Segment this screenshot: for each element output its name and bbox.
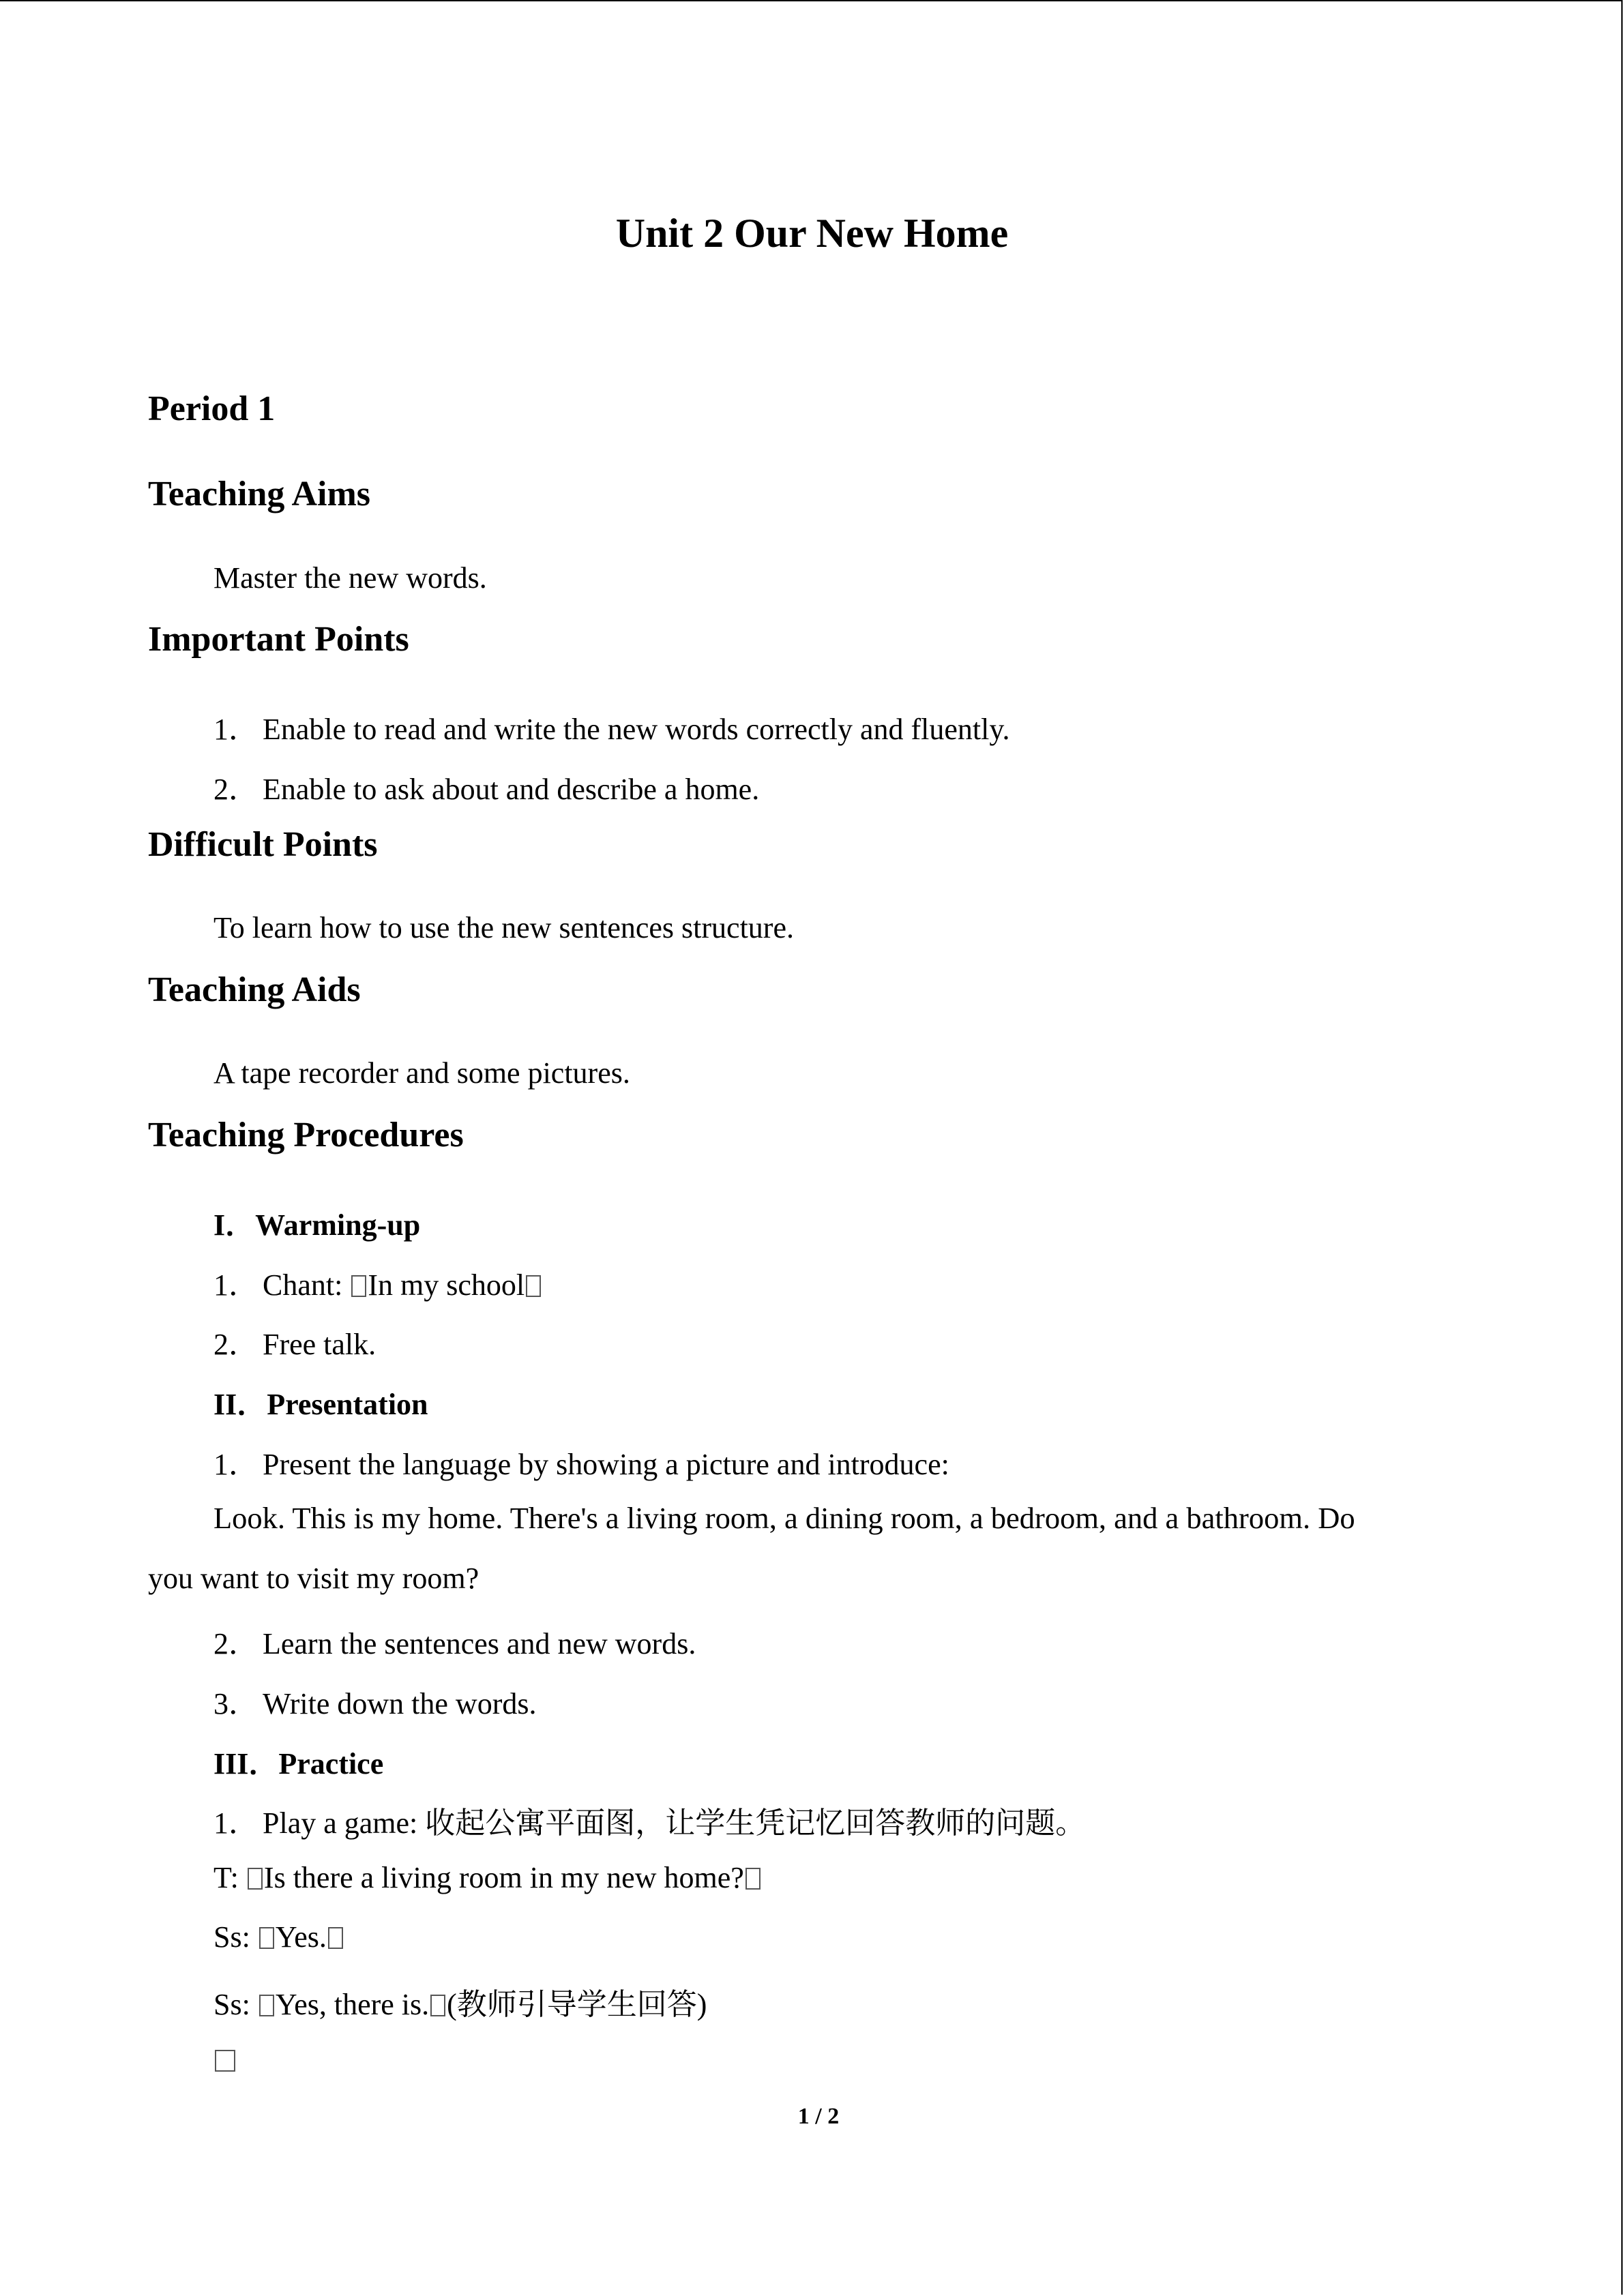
important-point-1 — [213, 704, 1010, 748]
missing-glyph-box — [351, 1275, 366, 1297]
presentation-item-1 — [213, 1440, 949, 1483]
important-point-2 — [213, 764, 759, 808]
list-number: 2． — [213, 773, 259, 806]
dialogue-text: Yes. — [275, 1920, 327, 1954]
speaker-label: Ss: — [213, 1988, 258, 2021]
list-number: 1． — [213, 1448, 259, 1481]
missing-glyph-box — [248, 1868, 263, 1890]
list-number: 3． — [213, 1687, 259, 1720]
list-text: Enable to ask about and describe a home. — [263, 773, 760, 806]
period-heading: Period 1 — [148, 389, 276, 428]
missing-glyph-box — [526, 1275, 541, 1297]
missing-glyph-box — [259, 1995, 274, 2016]
list-text: Enable to read and write the new words correctly and fluently. — [263, 713, 1010, 746]
list-text: Free talk. — [263, 1328, 377, 1361]
document-title: Unit 2 Our New Home — [615, 211, 1009, 256]
presentation-heading: II．Presentation — [213, 1388, 428, 1421]
missing-glyph-box — [215, 2050, 235, 2072]
dialogue-text: Is there a living room in my new home? — [263, 1861, 744, 1894]
difficult-points-text: To learn how to use the new sentences structure. — [213, 911, 794, 944]
teaching-aids-heading: Teaching Aids — [148, 970, 361, 1009]
chant-title: In my school — [368, 1268, 525, 1302]
practice-item-1 — [213, 1798, 1085, 1842]
list-number: 1． — [213, 1268, 259, 1302]
empty-line-marker — [213, 2042, 237, 2077]
list-number: 2． — [213, 1328, 259, 1361]
teaching-aids-text: A tape recorder and some pictures. — [213, 1056, 630, 1090]
presentation-paragraph-line-1: Look. This is my home. There's a living room, a dining room, a bedroom, and a bathroom. Do — [213, 1501, 1355, 1535]
dialogue-students-line-2 — [213, 1980, 707, 2023]
list-number: 2． — [213, 1627, 259, 1660]
dialogue-text: Yes, there is. — [275, 1988, 430, 2021]
teaching-aims-heading: Teaching Aims — [148, 475, 371, 513]
dialogue-teacher-line — [213, 1860, 762, 1895]
warmup-item-1 — [213, 1260, 542, 1304]
missing-glyph-box — [328, 1927, 343, 1949]
practice-heading: III．Practice — [213, 1747, 384, 1780]
missing-glyph-box — [430, 1995, 445, 2016]
list-number: 1． — [213, 713, 259, 746]
teaching-aims-text: Master the new words. — [213, 561, 487, 595]
missing-glyph-box — [259, 1927, 274, 1949]
warmup-item-2 — [213, 1320, 376, 1363]
list-text: Present the language by showing a picture and introduce: — [263, 1448, 949, 1481]
list-text: Play a game: 收起公寓平面图，让学生凭记忆回答教师的问题。 — [263, 1806, 1086, 1840]
presentation-item-2 — [213, 1619, 696, 1663]
speaker-label: Ss: — [213, 1920, 258, 1954]
important-points-heading: Important Points — [148, 620, 409, 659]
dialogue-students-line-1 — [213, 1920, 344, 1954]
dialogue-note: (教师引导学生回答) — [447, 1988, 707, 2021]
missing-glyph-box — [745, 1868, 761, 1890]
list-text: Write down the words. — [263, 1687, 537, 1720]
warmup-heading: I．Warming-up — [213, 1208, 421, 1242]
chant-label: Chant: — [263, 1268, 351, 1302]
teaching-procedures-heading: Teaching Procedures — [148, 1116, 464, 1154]
presentation-item-3 — [213, 1679, 536, 1723]
page-number: 1 / 2 — [797, 2104, 840, 2129]
list-text: Learn the sentences and new words. — [263, 1627, 696, 1660]
speaker-label: T: — [213, 1861, 246, 1894]
difficult-points-heading: Difficult Points — [148, 825, 378, 864]
list-number: 1． — [213, 1806, 259, 1840]
presentation-paragraph-line-2: you want to visit my room? — [148, 1562, 479, 1595]
